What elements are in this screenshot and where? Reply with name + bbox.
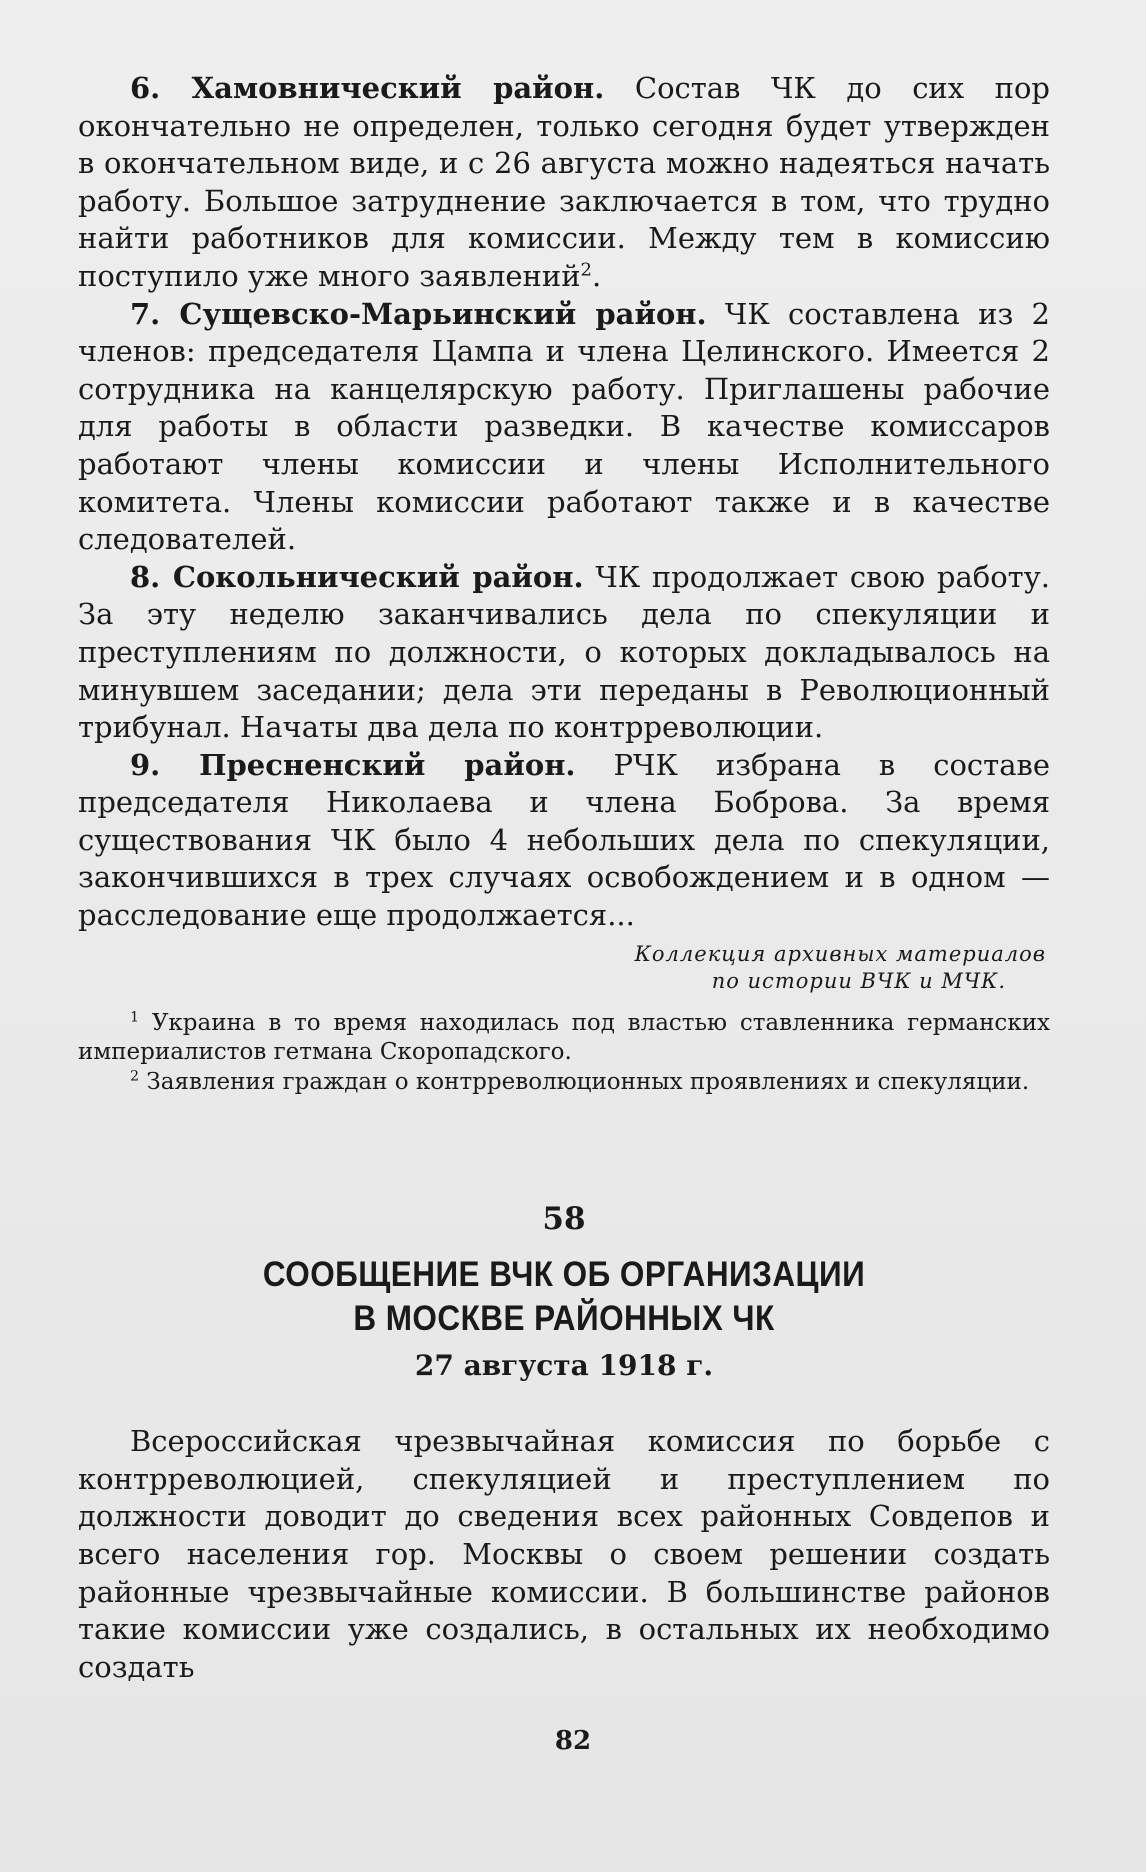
footnote-ref: 2 xyxy=(580,259,592,281)
document-title-line-1: СООБЩЕНИЕ ВЧК ОБ ОРГАНИЗАЦИИ xyxy=(262,1255,866,1295)
document-date: 27 августа 1918 г. xyxy=(414,1349,714,1383)
district-heading: 9. Пресненский район. xyxy=(130,747,576,782)
paragraph-text: Состав ЧК до сих пор окончательно не определен, только сегодня будет утвержден в окончательном виде, и с 26 августа можно надеяться начать работу. Большое затруднение заключается в том, что трудно найти работников для комиссии. Между тем в комиссию поступило уже много заявлений xyxy=(78,71,1050,293)
paragraph-end: . xyxy=(591,258,602,293)
text-column xyxy=(78,70,1050,1686)
document-title-line-2: В МОСКВЕ РАЙОННЫХ ЧК xyxy=(353,1299,775,1339)
paragraph-sushchevsko-maryinsky xyxy=(78,296,1050,559)
district-heading: 8. Сокольнический район. xyxy=(130,559,584,594)
paragraph-presnensky xyxy=(78,747,1050,935)
document-number: 58 xyxy=(542,1201,586,1238)
paragraph-text: ЧК составлена из 2 членов: председателя Цампа и члена Целинского. Имеется 2 сотрудника на канцелярскую работу. Приглашены рабочие для работы в области разведки. В качестве комиссаров работают члены комиссии и члены Исполнительного комитета. Члены комиссии работают также и в качестве следователей. xyxy=(78,296,1050,557)
source-line-2: по истории ВЧК и МЧК. xyxy=(711,968,1006,993)
source-citation xyxy=(78,941,1050,995)
footnote-text: Заявления граждан о контрреволюционных проявлениях и спекуляции. xyxy=(139,1068,1030,1095)
source-line-1: Коллекция архивных материалов xyxy=(634,941,1046,966)
footnote xyxy=(78,1009,1050,1068)
footnote-mark: 2 xyxy=(130,1068,140,1084)
document-body: Всероссийская чрезвычайная комиссия по борьбе с контрреволюцией, спекуляцией и преступлением по должности доводит до сведения всех районных Совдепов и всего населения гор. Москвы о своем решении создать районные чрезвычайные комиссии. В большинстве районов такие комиссии уже создались, в остальных их необходимо создать xyxy=(78,1424,1050,1684)
document-title xyxy=(127,1253,1002,1341)
footnote-mark: 1 xyxy=(130,1009,140,1025)
footnotes xyxy=(78,1009,1050,1098)
footnote-text: Украина в то время находилась под властью ставленника германских империалистов гетмана Скоропадского. xyxy=(78,1009,1050,1066)
footnote xyxy=(78,1068,1050,1098)
paragraph-text: РЧК избрана в составе председателя Николаева и члена Боброва. За время существования ЧК было 4 небольших дела по спекуляции, закончившихся в трех случаях освобождением и в одном — расследование еще продолжается... xyxy=(78,747,1050,933)
paragraph-text: ЧК продолжает свою работу. За эту неделю заканчивались дела по спекуляции и преступлениям по должности, о которых докладывалось на минувшем заседании; дела эти переданы в Революционный трибунал. Начаты два дела по контрреволюции. xyxy=(78,559,1050,745)
page-number: 82 xyxy=(554,1726,592,1756)
district-heading: 7. Сущевско-Марьинский район. xyxy=(130,296,707,331)
paragraph-sokolnichesky xyxy=(78,559,1050,747)
district-heading: 6. Хамовнический район. xyxy=(130,71,605,105)
paragraph-khamovnichesky xyxy=(78,70,1050,296)
